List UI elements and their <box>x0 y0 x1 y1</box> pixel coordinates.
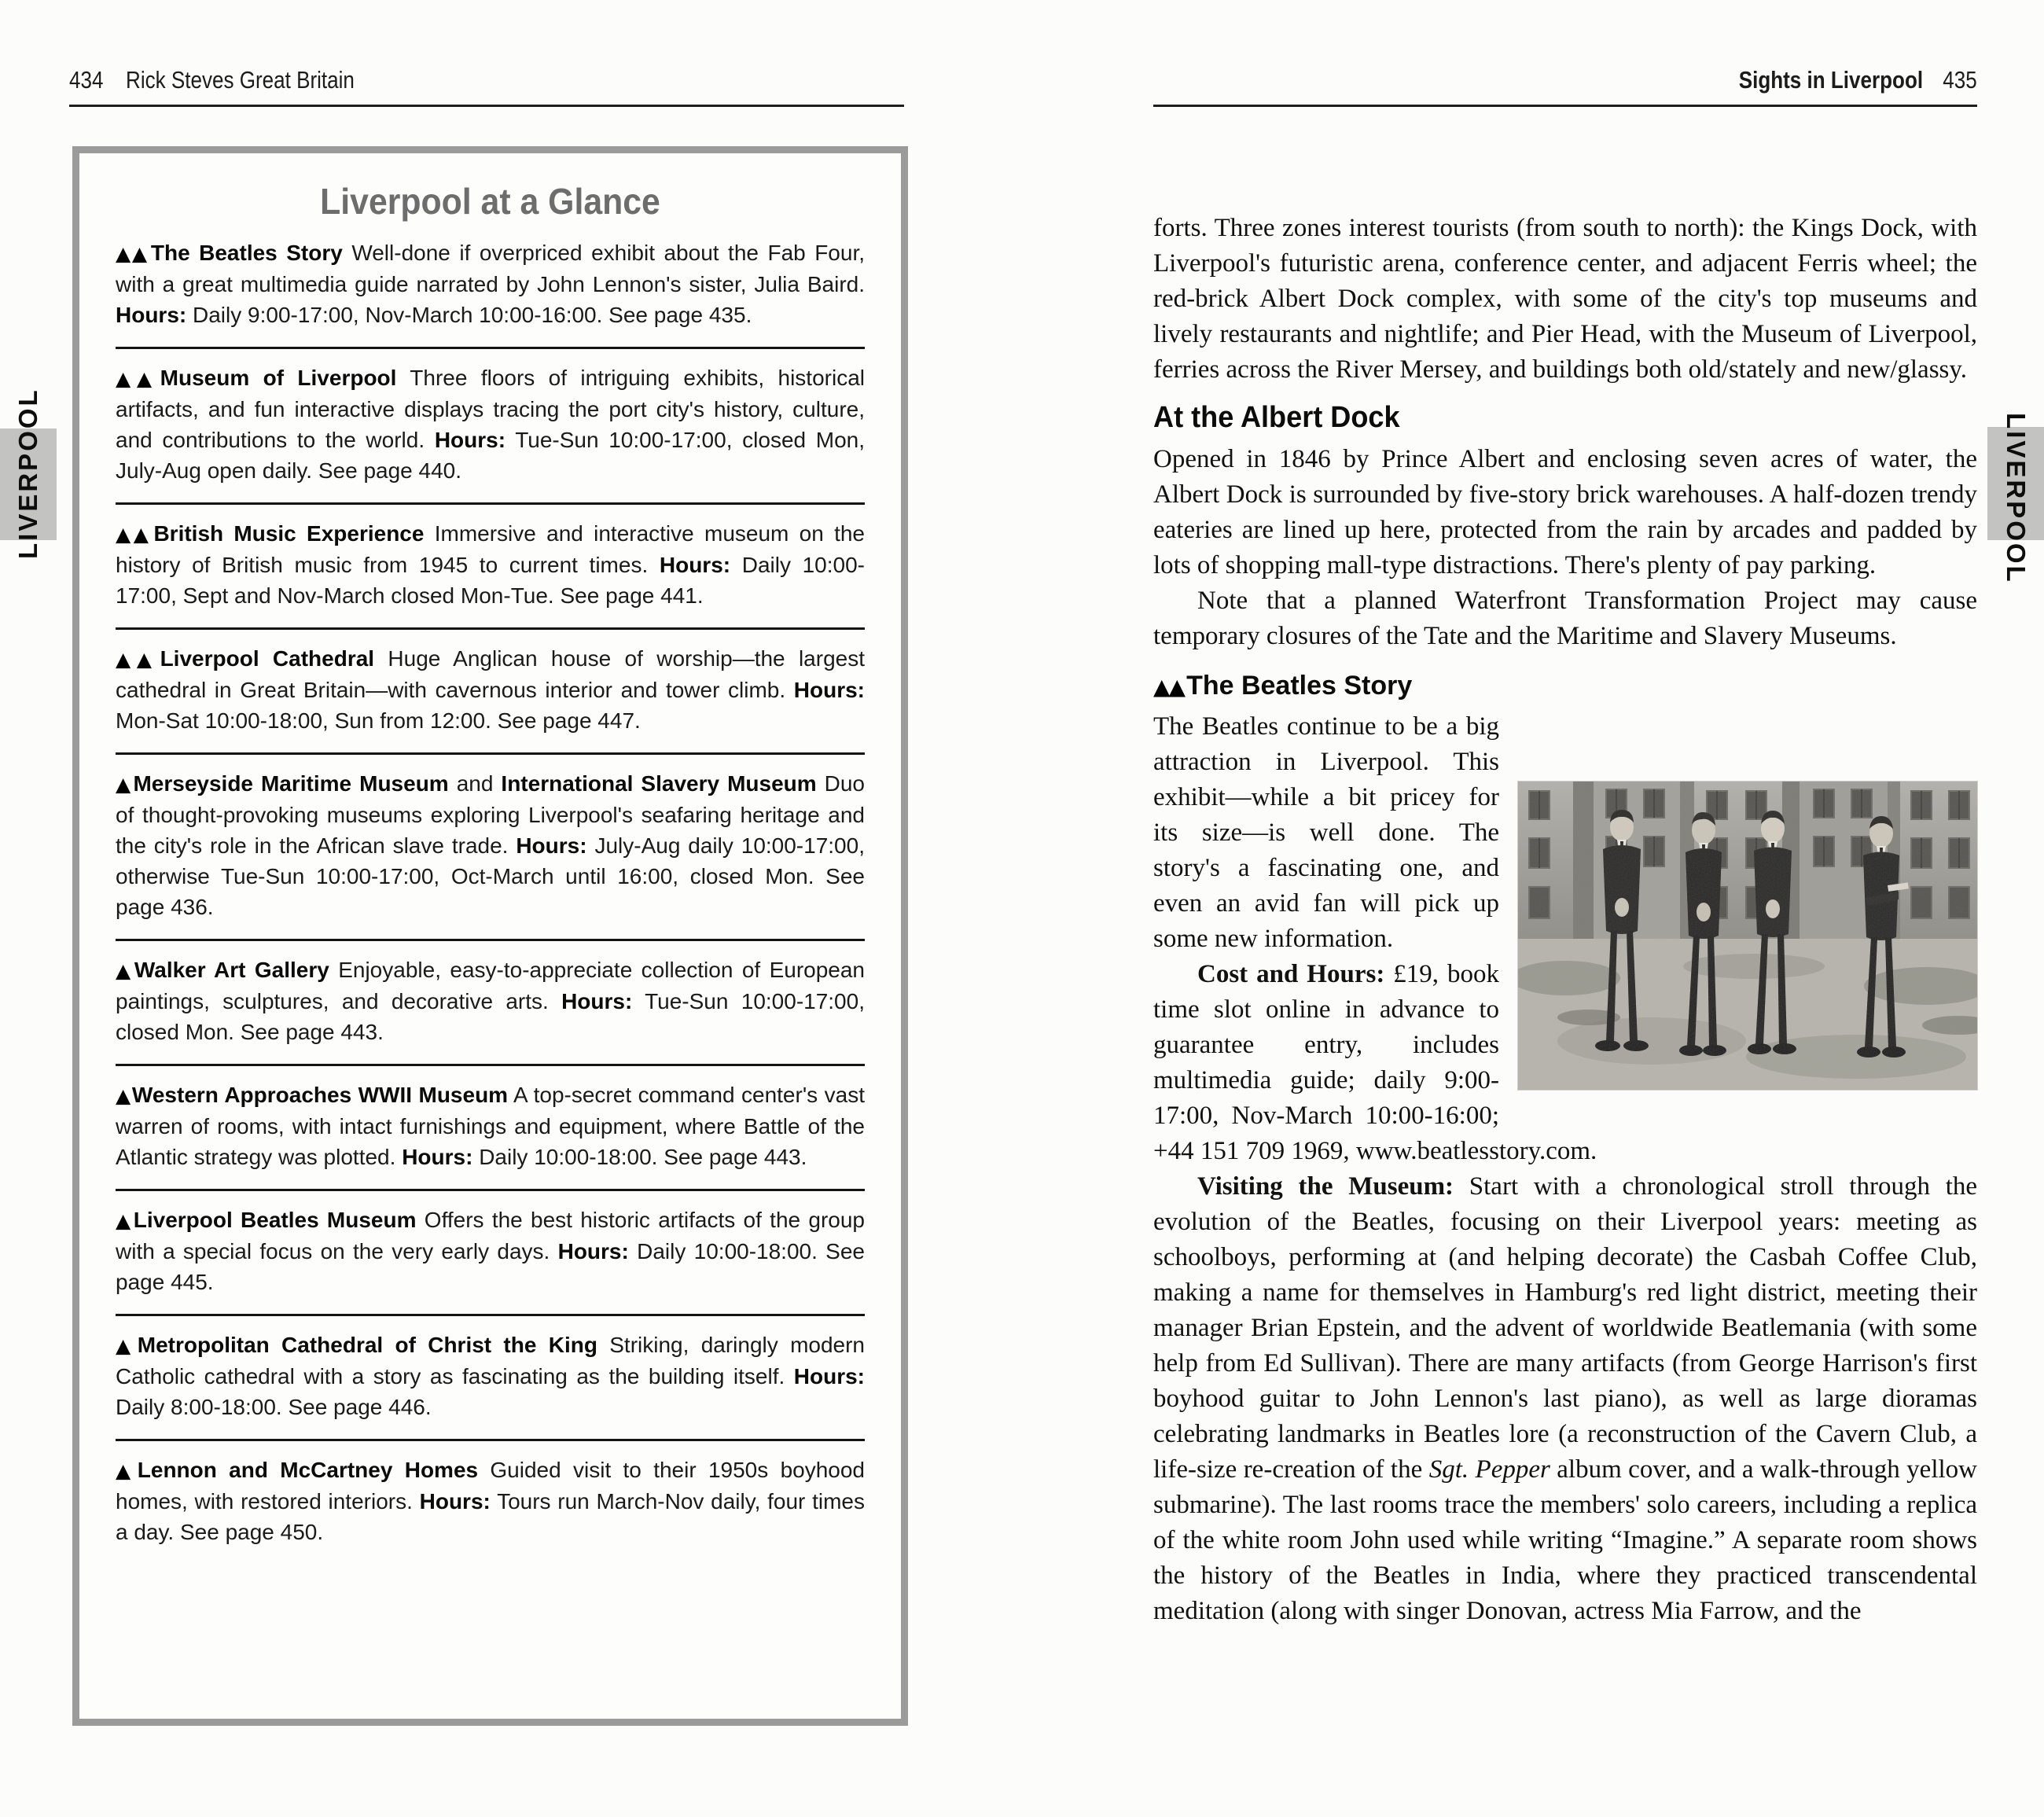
glance-entry: ▲ Merseyside Maritime Museum and International Slavery Museum Duo of thought-provoking museums exploring Liverpool's seafaring heritage and the city's role in the African slave trade. Hours: July-Aug daily 10:00-17:00, otherwise Tue-Sun 10:00-17:00, Oct-March until 16:00, closed Mon. See page 436. <box>116 755 865 941</box>
beatles-story-heading <box>1153 668 1977 704</box>
glance-entry: ▲▲ Museum of Liverpool Three floors of intriguing exhibits, historical artifacts, and fun interactive displays tracing the port city's history, culture, and contributions to the world. Hours: Tue-Sun 10:00-17:00, closed Mon, July-Aug open daily. See page 440. <box>116 349 865 505</box>
cost-hours-text: £19, book time slot online in advance to guarantee entry, includes multimedia guide; daily 9:00-17:00, Nov-March 10:00-16:00; +44 151 709 1969, www.beatlesstory.com. <box>1153 960 1597 1165</box>
beatles-story-flow <box>1153 709 1977 1629</box>
rating-triangles: ▲ <box>116 1334 135 1357</box>
rating-triangles: ▲▲ <box>116 648 158 671</box>
beatles-story-paragraph: The Beatles continue to be a big attraction in Liverpool. This exhibit—while a bit pricey for its size—is well done. The story's a fascinating one, and even an avid fan will pick up some new information. <box>1153 712 1499 953</box>
rating-triangles: ▲ <box>116 1084 130 1107</box>
head-rule-right <box>1153 105 1977 107</box>
rating-triangles: ▲▲ <box>1153 674 1185 700</box>
visiting-museum-text-1: Start with a chronological stroll through the evolution of the Beatles, focusing on their Liverpool years: meeting as schoolboys, performing at (and helping decorate) the Casbah Coffee Club, making a name for themselves in Hamburg's red light district, meeting their manager Brian Epstein, and the advent of worldwide Beatlemania (with some help from Ed Sullivan). There are many artifacts (from George Harrison's first boyhood guitar to John Lennon's last piano), as well as large dioramas celebrating landmarks in Beatles lore (a reconstruction of the Cavern Club, a life-size re-creation of the <box>1153 1172 1978 1484</box>
beatles-photo <box>1518 782 1977 1090</box>
rating-triangles: ▲ <box>116 773 131 796</box>
album-title-italic: Sgt. Pepper <box>1428 1455 1550 1484</box>
glance-entry: ▲▲ The Beatles Story Well-done if overpriced exhibit about the Fab Four, with a great multimedia guide narrated by John Lennon's sister, Julia Baird. Hours: Daily 9:00-17:00, Nov-March 10:00-16:00. See page 435. <box>116 224 865 349</box>
beatles-photo-graphic <box>1518 782 1977 1090</box>
rating-triangles: ▲ <box>116 959 132 982</box>
rating-triangles: ▲ <box>116 1459 135 1482</box>
beatles-story-heading-label: The Beatles Story <box>1186 671 1413 701</box>
glance-entry: ▲ Liverpool Beatles Museum Offers the best historic artifacts of the group with a special focus on the very early days. Hours: Daily 10:00-18:00. See page 445. <box>116 1191 865 1316</box>
visiting-museum-label: Visiting the Museum: <box>1197 1172 1454 1201</box>
glance-entries <box>116 224 865 1564</box>
glance-entry: ▲ Western Approaches WWII Museum A top-secret command center's vast warren of rooms, with intact furnishings and equipment, where Battle of the Atlantic strategy was plotted. Hours: Daily 10:00-18:00. See page 443. <box>116 1066 865 1191</box>
rating-triangles: ▲▲ <box>116 523 152 546</box>
glance-entry: ▲ Lennon and McCartney Homes Guided visit to their 1950s boyhood homes, with restored interiors. Hours: Tours run March-Nov daily, four times a day. See page 450. <box>116 1458 866 1544</box>
head-rule-left <box>69 105 904 107</box>
running-head-right <box>1153 66 1977 94</box>
continuation-paragraph: forts. Three zones interest tourists (from south to north): the Kings Dock, with Liverpool's futuristic arena, conference center, and adjacent Ferris wheel; the red-brick Albert Dock complex, with some of the city's top museums and lively restaurants and nightlife; and Pier Head, with the Museum of Liverpool, ferries across the River Mersey, and buildings both old/stately and new/glassy. <box>1153 214 1977 384</box>
albert-dock-heading: At the Albert Dock <box>1153 401 1400 434</box>
rating-triangles: ▲▲ <box>116 242 149 265</box>
glance-entry: ▲ Metropolitan Cathedral of Christ the King Striking, daringly modern Catholic cathedral with a story as fascinating as the building itself. Hours: Daily 8:00-18:00. See page 446. <box>116 1316 865 1441</box>
running-head-left <box>69 66 409 94</box>
rating-triangles: ▲ <box>116 1209 131 1232</box>
visiting-museum-paragraph <box>1153 1169 1977 1629</box>
glance-box <box>72 146 908 1726</box>
rating-triangles: ▲▲ <box>116 367 158 390</box>
glance-box-title: Liverpool at a Glance <box>320 181 660 222</box>
glance-entry: ▲▲ Liverpool Cathedral Huge Anglican house of worship—the largest cathedral in Great Britain—with cavernous interior and tower climb. Hours: Mon-Sat 10:00-18:00, Sun from 12:00. See page 447. <box>116 630 865 755</box>
cost-hours-label: Cost and Hours: <box>1197 960 1385 988</box>
side-tab-right: LIVERPOOL <box>2002 413 2031 584</box>
albert-dock-note-paragraph: Note that a planned Waterfront Transformation Project may cause temporary closures of the Tate and the Maritime and Slavery Museums. <box>1153 587 1977 650</box>
page-number-left: 434 <box>69 66 104 94</box>
book-title: Rick Steves Great Britain <box>126 66 355 94</box>
visiting-museum-text-2: album cover, and a walk-through yellow submarine). The last rooms trace the members' solo careers, including a replica of the white room John used while writing “Imagine.” A separate room shows the history of the Beatles in India, where they practiced transcendental meditation (along with singer Donovan, actress Mia Farrow, and the <box>1153 1455 1977 1625</box>
glance-entry: ▲▲ British Music Experience Immersive and interactive museum on the history of British music from 1945 to current times. Hours: Daily 10:00-17:00, Sept and Nov-March closed Mon-Tue. See page 441. <box>116 505 865 630</box>
glance-entry: ▲ Walker Art Gallery Enjoyable, easy-to-appreciate collection of European paintings, sculptures, and decorative arts. Hours: Tue-Sun 10:00-17:00, closed Mon. See page 443. <box>116 941 865 1066</box>
side-tab-left: LIVERPOOL <box>13 388 42 559</box>
albert-dock-paragraph: Opened in 1846 by Prince Albert and enclosing seven acres of water, the Albert Dock is surrounded by five-story brick warehouses. A half-dozen trendy eateries are lined up here, protected from the rain by arcades and padded by lots of shopping mall-type distractions. There's plenty of pay parking. <box>1153 445 1977 579</box>
page-number-right: 435 <box>1943 66 1977 94</box>
article-column <box>1153 211 1977 1629</box>
chapter-title: Sights in Liverpool <box>1738 66 1924 94</box>
